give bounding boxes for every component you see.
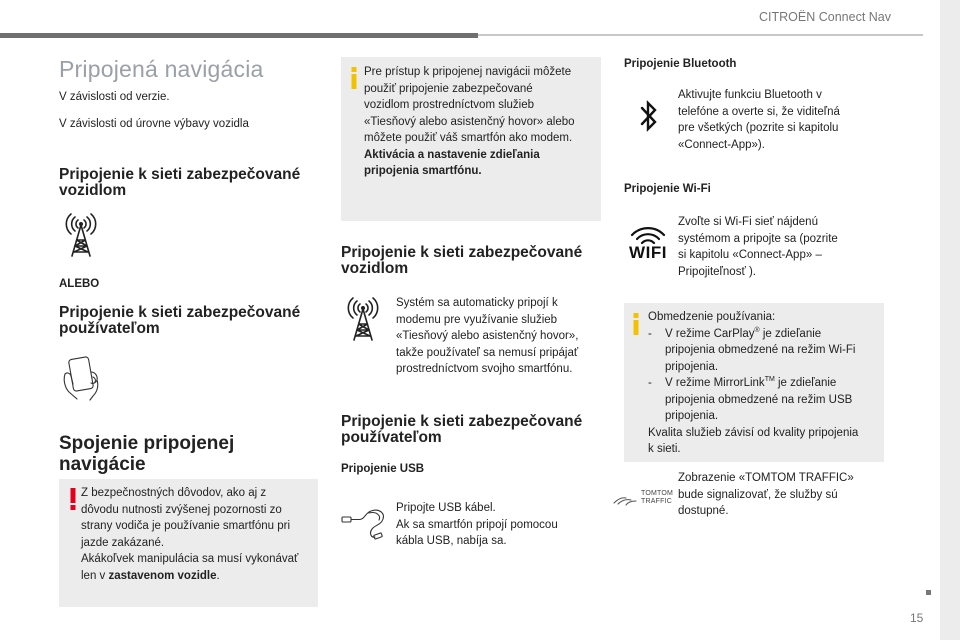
vehicle-text-line: modemu pre využívanie služieb bbox=[396, 313, 558, 326]
info-line: vozidlom prostredníctvom služieb bbox=[364, 99, 535, 111]
tomtom-logo-line1: TOMTOM bbox=[641, 490, 674, 497]
tomtom-text-line: Zobrazenie «TOMTOM TRAFFIC» bbox=[678, 472, 854, 484]
bluetooth-text bbox=[678, 87, 888, 153]
bluetooth-text-line: telefóne a overte si, že viditeľná bbox=[678, 105, 840, 118]
col2-section-user-heading bbox=[341, 414, 582, 446]
col2-section-user-heading-line1: Pripojenie k sieti zabezpečované bbox=[341, 413, 583, 430]
wifi-icon-label: WIFI bbox=[629, 243, 667, 262]
wifi-text-line: systémom a pripojte sa (pozrite bbox=[678, 232, 838, 245]
connect-nav-heading bbox=[59, 433, 234, 475]
intro-version: V závislosti od verzie. bbox=[59, 91, 170, 103]
usage-limits-note bbox=[624, 303, 884, 462]
info-note bbox=[341, 57, 601, 221]
usb-text-line: Ak sa smartfón pripojí pomocou bbox=[396, 518, 558, 531]
intro-equipment: V závislosti od úrovne výbavy vozidla bbox=[59, 118, 249, 130]
section-vehicle-heading-line1: Pripojenie k sieti zabezpečované bbox=[59, 166, 301, 183]
col2-section-vehicle-heading-line1: Pripojenie k sieti zabezpečované bbox=[341, 244, 583, 261]
section-user-heading-line2: používateľom bbox=[59, 320, 160, 337]
usb-heading: Pripojenie USB bbox=[341, 463, 425, 475]
col2-section-user-heading-line2: používateľom bbox=[341, 429, 442, 446]
info-bold-line: pripojenia smartfónu. bbox=[364, 165, 482, 177]
wifi-text-line: Pripojiteľnosť ). bbox=[678, 265, 756, 278]
info-bold-line: Aktivácia a nastavenie zdieľania bbox=[364, 148, 540, 161]
warning-emphasis: zastavenom vozidle bbox=[108, 569, 217, 582]
warning-line: strany vodiča je používanie smartfónu pri bbox=[81, 520, 291, 532]
warning-line: Akákoľvek manipulácia sa musí vykonávať bbox=[81, 553, 299, 565]
bluetooth-text-line: «Connect-App»). bbox=[678, 138, 765, 151]
wifi-icon bbox=[626, 226, 670, 262]
usage-limits-item-mirrorlink: - V režime MirrorLink™ je zdieľanie pripojenia obmedzené na režim USB pripojenia. bbox=[648, 375, 882, 425]
section-vehicle-heading bbox=[59, 167, 300, 199]
header-rule-dark bbox=[0, 33, 478, 38]
section-user-heading bbox=[59, 305, 300, 337]
col2-section-vehicle-heading bbox=[341, 245, 582, 277]
info-line: môžete použiť váš smartfón ako modem. bbox=[364, 132, 573, 144]
bluetooth-text-line: Aktivujte funkciu Bluetooth v bbox=[678, 89, 822, 101]
bluetooth-heading: Pripojenie Bluetooth bbox=[624, 58, 737, 70]
info-text bbox=[364, 64, 600, 180]
usage-limits-item-carplay: - V režime CarPlay® je zdieľanie pripojenia obmedzené na režim Wi-Fi pripojenia. bbox=[648, 326, 882, 376]
usb-text bbox=[396, 500, 601, 550]
alebo-label: ALEBO bbox=[59, 278, 100, 290]
tomtom-text-line: bude signalizovať, že služby sú bbox=[678, 488, 838, 501]
wifi-text bbox=[678, 214, 888, 280]
wifi-text-line: Zvoľte si Wi-Fi sieť nájdenú bbox=[678, 216, 818, 228]
warning-line: dôvodu nutnosti zvýšenej pozornosti zo bbox=[81, 503, 282, 516]
usb-text-line: Pripojte USB kábel. bbox=[396, 502, 496, 514]
info-mark-icon bbox=[350, 67, 364, 89]
page-number: 15 bbox=[910, 611, 924, 625]
info-line: použiť pripojenie zabezpečované bbox=[364, 82, 533, 95]
tomtom-logo-line2: TRAFFIC bbox=[641, 497, 672, 505]
page-edge-stripe bbox=[940, 0, 960, 640]
wifi-text-line: si kapitolu «Connect-App» – bbox=[678, 249, 822, 261]
warning-line: jazde zakázané. bbox=[81, 536, 165, 549]
smartphone-hand-icon bbox=[57, 352, 107, 402]
info-mark-icon bbox=[632, 313, 646, 335]
usage-limits-title: Obmedzenie používania: bbox=[648, 311, 776, 323]
usage-limits-footer: k sieti. bbox=[648, 443, 681, 455]
vehicle-text-line: Systém sa automaticky pripojí k bbox=[396, 297, 558, 309]
page-dot bbox=[926, 590, 931, 595]
antenna-icon bbox=[58, 212, 104, 258]
connect-nav-heading-line1: Spojenie pripojenej bbox=[59, 433, 235, 454]
usage-limits-text bbox=[648, 309, 882, 458]
section-user-heading-line1: Pripojenie k sieti zabezpečované bbox=[59, 304, 301, 321]
tomtom-traffic-logo bbox=[613, 487, 673, 509]
header-rule-light bbox=[478, 34, 923, 36]
vehicle-text-line: «Tiesňový alebo asistenčný hovor», bbox=[396, 330, 579, 342]
warning-text bbox=[81, 485, 317, 584]
section-vehicle-heading-line2: vozidlom bbox=[59, 182, 127, 199]
vehicle-text-line: prostredníctvom svojho smartfónu. bbox=[396, 363, 573, 375]
vehicle-connection-text bbox=[396, 295, 601, 378]
bluetooth-text-line: pre všetkých (pozrite si kapitolu bbox=[678, 122, 839, 134]
usb-cable-icon bbox=[341, 503, 387, 543]
info-line: «Tiesňový alebo asistenčný hovor» alebo bbox=[364, 115, 575, 128]
brand-label: CITROËN Connect Nav bbox=[759, 10, 891, 24]
wifi-heading: Pripojenie Wi-Fi bbox=[624, 183, 711, 195]
list-dash: - bbox=[648, 377, 652, 389]
warning-line-last: len v zastavenom vozidle. bbox=[81, 569, 220, 582]
page-title: Pripojená navigácia bbox=[59, 56, 264, 82]
col2-section-vehicle-heading-line2: vozidlom bbox=[341, 260, 409, 277]
list-dash: - bbox=[648, 327, 652, 340]
warning-note bbox=[59, 479, 318, 607]
bluetooth-icon bbox=[638, 98, 660, 134]
tomtom-text bbox=[678, 470, 888, 520]
usb-text-line: kábla USB, nabíja sa. bbox=[396, 535, 507, 547]
usage-limits-footer: Kvalita služieb závisí od kvality pripojenia bbox=[648, 426, 859, 439]
vehicle-text-line: takže používateľ sa nemusí pripájať bbox=[396, 346, 579, 359]
info-line: Pre prístup k pripojenej navigácii môžete bbox=[364, 66, 572, 78]
tomtom-text-line: dostupné. bbox=[678, 505, 729, 517]
antenna-icon bbox=[340, 296, 386, 342]
warning-line: Z bezpečnostných dôvodov, ako aj z bbox=[81, 487, 267, 499]
connect-nav-heading-line2: navigácie bbox=[59, 454, 146, 475]
